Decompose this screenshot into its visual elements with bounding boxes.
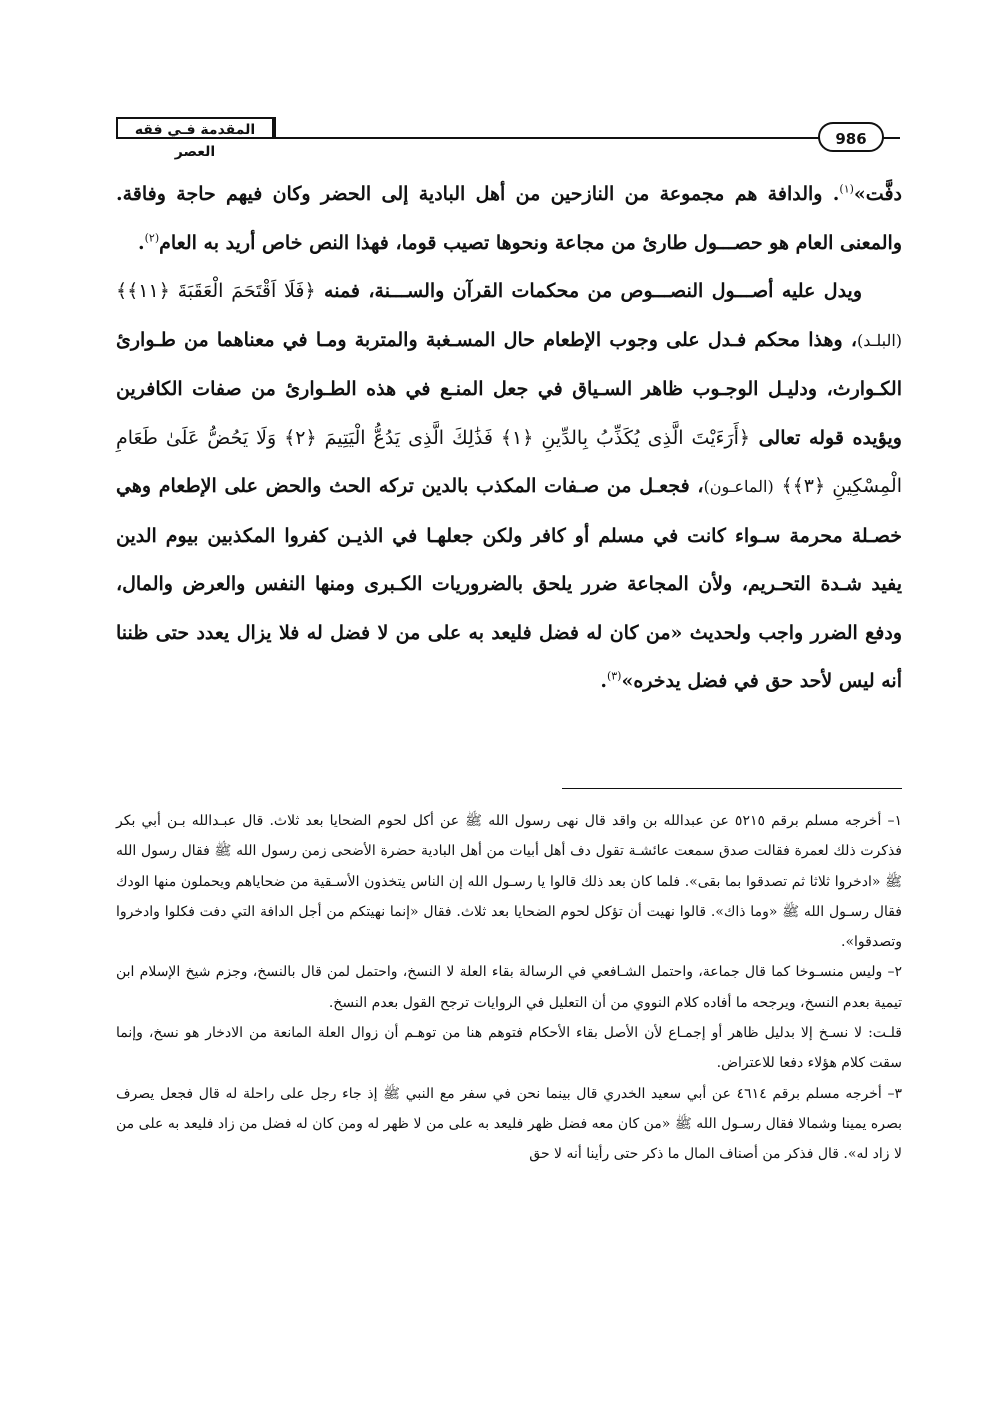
running-header-title: المقدمة فـي فقه العصر <box>116 117 276 139</box>
main-text <box>116 170 902 706</box>
footnote-1: ١– أخرجه مسلم برقم ٥٢١٥ عن عبدالله بن واقد قال نهى رسول الله ﷺ عن أكل لحوم الضحايا بعد ثلاث. قال عبـدالله بـن أبي بكر فذكرت ذلك لعمرة فقالت صدق سمعت عائشـة تقول دف أهل أبيات من أهل البادية حضرة الأضحى زمن رسول الله ﷺ فقال رسول الله ﷺ «ادخروا ثلاثا ثم تصدقوا بما بقى». فلما كان بعد ذلك قالوا يا رسـول الله إن الناس يتخذون الأسـقية من ضحاياهم ويحملون منها الودك فقال رسـول الله ﷺ «وما ذاك». قالوا نهيت أن تؤكل لحوم الضحايا بعد ثلاث. فقال «إنما نهيتكم من أجل الدافة التي دفت فكلوا وادخروا وتصدقوا». <box>116 813 902 951</box>
surah-ref-1: (البلـد) <box>856 330 902 350</box>
page-number: 986 <box>818 122 884 152</box>
paragraph-2: ويدل عليه أصـــول النصـــوص من محكمات القرآن والســـنة، فمنه ﴿فَلَا اَقْتَحَمَ الْعَقَبَةَ ﴿١١﴾﴾ (البلـد)، وهذا محكم فـدل على وجوب الإطعام حال المسـغبة والمتربة ومـا في معناهما من طـوارئ الكـوارث، ودليـل الوجـوب ظاهر السـياق في جعل المنـع في هذه الطـوارئ من صفات الكافرين ويؤيده قوله تعالى ﴿أَرَءَيْتَ الَّذِى يُكَذِّبُ بِالدِّينِ ﴿١﴾ فَذَٰلِكَ الَّذِى يَدُعُّ الْيَتِيمَ ﴿٢﴾ وَلَا يَحُضُّ عَلَىٰ طَعَامِ الْمِسْكِينِ ﴿٣﴾﴾ (الماعـون)، فجعـل من صـفات المكذب بالدين تركه الحث والحض على الإطعام وهي خصـلة محرمة سـواء كانت في مسلم أو كافر ولكن جعلهـا في الذيـن كفروا المكذبين بيوم الدين يفيد شـدة التحـريم، ولأن المجاعة ضرر يلحق بالضروريات الكـبرى ومنها النفس والعرض والمال، ودفع الضرر واجب ولحديث «من كان له فضل فليعد به على من لا فضل له فلا يزال يعدد حتى ظننا أنه ليس لأحد حق في فضل يدخره»$^{(٣)}$. <box>116 280 902 692</box>
footnote-2: ٢– وليس منسـوخا كما قال جماعة، واحتمل الشـافعي في الرسالة بقاء العلة لا النسخ، واحتمل لمن قال بالنسخ، وجزم شيخ الإسلام ابن تيمية بعدم النسخ، ويرجحه ما أفاده كلام النووي من أن التعليل في الروايات ترجح القول بعدم النسخ. <box>116 964 902 1011</box>
quran-open-bracket: ﴿ <box>304 280 316 302</box>
header-rule <box>276 137 824 139</box>
footnote-3: ٣– أخرجه مسلم برقم ٤٦١٤ عن أبي سعيد الخدري قال بينما نحن في سفر مع النبي ﷺ إذ جاء رجل على راحلة له قال فجعل يصرف بصره يمينا وشمالا فقال رسـول الله ﷺ «من كان معه فضل ظهر فليعد به على من لا ظهر له ومن كان له فضل من زاد فليعد به على من لا زاد له». قال فذكر من أصناف المال ما ذكر حتى رأينا أنه لا حق <box>116 1085 902 1163</box>
footnotes <box>116 806 902 1170</box>
quran-open-bracket-2: ﴿ <box>738 426 751 449</box>
quran-close-bracket: ﴾ <box>116 280 128 302</box>
paragraph-1: دفَّت»$^{(١)}$. والدافة هم مجموعة من النازحين من أهل البادية إلى الحضر وكان فيهم حاجة وفاقة. والمعنى العام هو حصـــول طارئ من مجاعة ونحوها تصيب قوما، فهذا النص خاص أريد به العام$^{(٢)}$. <box>116 182 902 254</box>
footnote-separator <box>562 788 902 789</box>
footnote-ref-3[interactable]: (٣) <box>606 669 622 683</box>
quran-verse-1: فَلَا اَقْتَحَمَ الْعَقَبَةَ ﴿١١﴾ <box>127 280 305 302</box>
quran-close-bracket-2: ﴾ <box>781 475 793 497</box>
footnote-ref-1[interactable]: (١) <box>839 182 854 196</box>
footnote-ref-2[interactable]: (٢) <box>144 231 160 245</box>
surah-ref-2: (الماعـون) <box>703 477 774 496</box>
quran-verse-2: أَرَءَيْتَ الَّذِى يُكَذِّبُ بِالدِّينِ ﴿١﴾ فَذَٰلِكَ الَّذِى يَدُعُّ الْيَتِيمَ ﴿٢﴾ وَلَا يَحُضُّ عَلَىٰ طَعَامِ الْمِسْكِينِ ﴿٣﴾ <box>116 426 902 497</box>
footnote-2-comment: قلـت: لا نسـخ إلا بدليل ظاهر أو إجمـاع لأن الأصل بقاء الأحكام فتوهم هنا من توهـم أن زوال العلة المانعة من الادخار هو نسخ، وإنما سقت كلام هؤلاء دفعا للاعتراض. <box>116 1025 902 1072</box>
